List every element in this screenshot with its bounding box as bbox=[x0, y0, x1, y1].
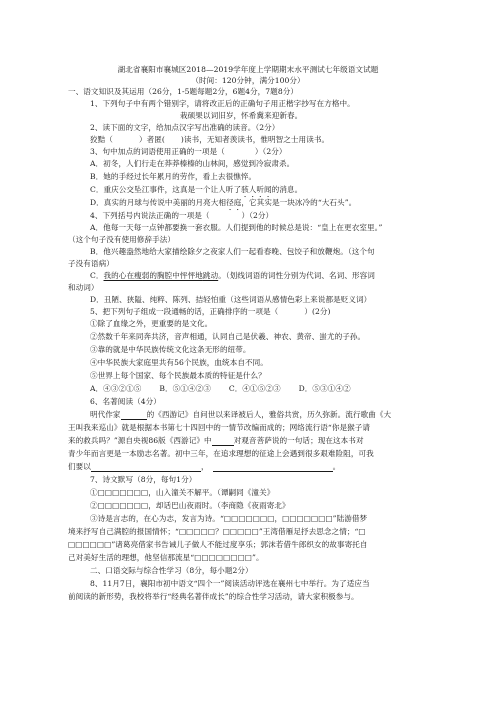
question-4-option-c-line1: C．我的心在瘦弱的胸腔中怦怦地跳动。（划线词语的词性分别为代词、名词、形容词 bbox=[90, 271, 375, 280]
question-4-option-d: D．丑陋、狭隘、纯粹、陈列、拮轻怕重（这些词语从感情色彩上来说都是贬义词） bbox=[90, 295, 372, 304]
question-3-option-d: D．真实的月球与传说中美丽的月亮大相径庭，它其实是一块冰冷的“大石头”。 bbox=[90, 198, 357, 207]
question-7-poem-3-line2: 境来抒写自己满腔的报国情怀；“□□□□□？□□□□□”王湾借雁足抒去思念之情；“□ bbox=[68, 527, 366, 536]
question-7-stem: 7、诗文默写（8分，每句1分） bbox=[90, 475, 197, 484]
question-5-option-b: B．⑤①④②③ bbox=[159, 384, 211, 393]
exam-meta: （时间：120分钟，满分100分） bbox=[191, 76, 305, 85]
question-5-option-a: A．④③②①⑤ bbox=[90, 384, 142, 393]
question-7-poem-3-line1: ③诗是言志的，在心为志，发言为诗。“□□□□□□□，□□□□□□□”陆游借梦 bbox=[90, 514, 368, 523]
question-5-sentence-5: ⑤世界上每个国家、每个民族最本质的特征是什么？ bbox=[90, 371, 266, 380]
question-6-line1: 明代作家 的《西游记》自问世以来译被后人，雅俗共赏，历久弥新。流行歌曲《大 bbox=[90, 410, 392, 419]
question-6-line3: 来的救兵吗？”源自央视86版《西游记》中 对观音菩萨说的一句话；现在这本书对 bbox=[68, 436, 364, 445]
question-6-stem: 6、名著阅读（4分） bbox=[90, 397, 161, 406]
question-4-option-b-line2: 子没有语病） bbox=[68, 259, 114, 268]
question-5-options bbox=[90, 383, 369, 394]
question-4-option-a-line2: （这个句子没有使用修辞手法） bbox=[68, 235, 176, 244]
question-4-option-b-line1: B．他兴趣盎然地给大家描绘除夕之夜家人们一起看春晚、包饺子和放鞭炮。（这个句 bbox=[90, 247, 375, 256]
question-3-option-a: A．初冬，人们行走在莽莽榛榛的山林间，感觉到冷寂肃杀。 bbox=[90, 159, 295, 168]
question-7-poem-1: ①□□□□□□□，山入潼关不解平。（谭嗣同《潼关》 bbox=[90, 488, 275, 497]
question-4-stem: 4、下列括号内说法正确的一项是（ ）（2分） bbox=[90, 211, 274, 220]
exam-title: 湖北省襄阳市襄城区2018—2019学年度上学期期末水平测试七年级语文试题 bbox=[117, 65, 379, 74]
question-3-option-b: B．她的手经过长年累月的劳作，看上去很憔悴。 bbox=[90, 172, 257, 181]
question-4-option-a-line1: A．他每一天每一点钟都要换一套衣服。人们提到他的时候总是说：“皇上在更衣室里。” bbox=[90, 223, 383, 232]
question-5-option-d: D．⑤③①④② bbox=[298, 384, 351, 393]
question-7-poem-2: ②□□□□□□□，却话巴山夜雨时。（李商隐《夜雨寄北》 bbox=[90, 501, 290, 510]
answer-blank bbox=[91, 462, 201, 472]
answer-blank bbox=[121, 410, 147, 420]
answer-blank bbox=[212, 436, 234, 446]
section-2-heading: 二、口语交际与综合性学习（8分，每小题2分） bbox=[90, 566, 253, 575]
question-2-stem: 2、读下面的文字，给加点汉字写出准确的读音。（2分） bbox=[90, 123, 280, 132]
question-7-poem-3-line3: □□□□□□”诸葛亮借家书告诫儿子做人不能过度享乐；郭沫若借牛郎织女的故事寄托自 bbox=[68, 540, 368, 549]
question-5-sentence-4: ④中华民族大家庭里共有56个民族，血统本自不同。 bbox=[90, 358, 268, 367]
question-6-line2: 王叫我来巡山》就是根据本书第七十四回中的一情节改编而成的；网络流行语“你是猴子请 bbox=[68, 423, 371, 432]
question-8-line1: 8、11月7日，襄阳市初中语文“四个一”阅读活动评选在襄州七中举行。为了适应当 bbox=[90, 579, 370, 588]
question-6-line4: 青少年而言更是一本励志名著。初中三年，在追求理想的征途上会遇到很多艰难险阻，可我 bbox=[68, 449, 374, 458]
answer-blank bbox=[213, 462, 333, 472]
question-5-option-c: C．④①⑤②③ bbox=[228, 384, 281, 393]
question-8-line2: 前阅读的新形势，我校将举行“经典名著伴成长”的综合性学习活动，请大家积极参与。 bbox=[68, 592, 359, 601]
question-1-sentence: 栽硕果以词旧岁，怀希冀来迎新春。 bbox=[180, 111, 303, 120]
question-5-sentence-3: ③靠的就是中华民族传统文化这条无形的纽带。 bbox=[90, 345, 251, 354]
question-4-option-c-line2: 和动词） bbox=[68, 283, 99, 292]
question-5-stem: 5、把下列句子组成一段通畅的话，正确排序的一项是（ ）(2分) bbox=[90, 307, 331, 316]
question-5-sentence-1: ①除了血缘之外，更重要的是文化。 bbox=[90, 319, 213, 328]
question-3-stem: 3、句中加点的词语使用正确的一项是（ ）（2分） bbox=[90, 147, 287, 156]
question-5-sentence-2: ②然数千年来同奔共济，音声相通，认同自己是伏羲、神农、黄帝、蚩尤的子孙。 bbox=[90, 332, 366, 341]
question-6-line5: 们要以 ， 。 bbox=[68, 462, 341, 471]
section-1-heading: 一、语文知识及其运用（26分，1-5题每题2分，6题4分，7题8分） bbox=[68, 87, 298, 96]
question-2-passage: 狡黠（ ）者匿( )读书，无知者羡读书，惟明智之士用读书。 bbox=[90, 135, 330, 144]
question-1-stem: 1、下列句子中有两个错别字，请将改正后的正确句子用正楷字抄写在方格中。 bbox=[90, 99, 355, 108]
question-7-poem-3-line4: 己对美好生活的理想，他坚信那流星“□□□□□□□□”。 bbox=[68, 553, 264, 562]
question-3-option-c: C．重庆公交坠江事件，这真是一个让人听了骇人听闻的消息。 bbox=[90, 185, 303, 194]
